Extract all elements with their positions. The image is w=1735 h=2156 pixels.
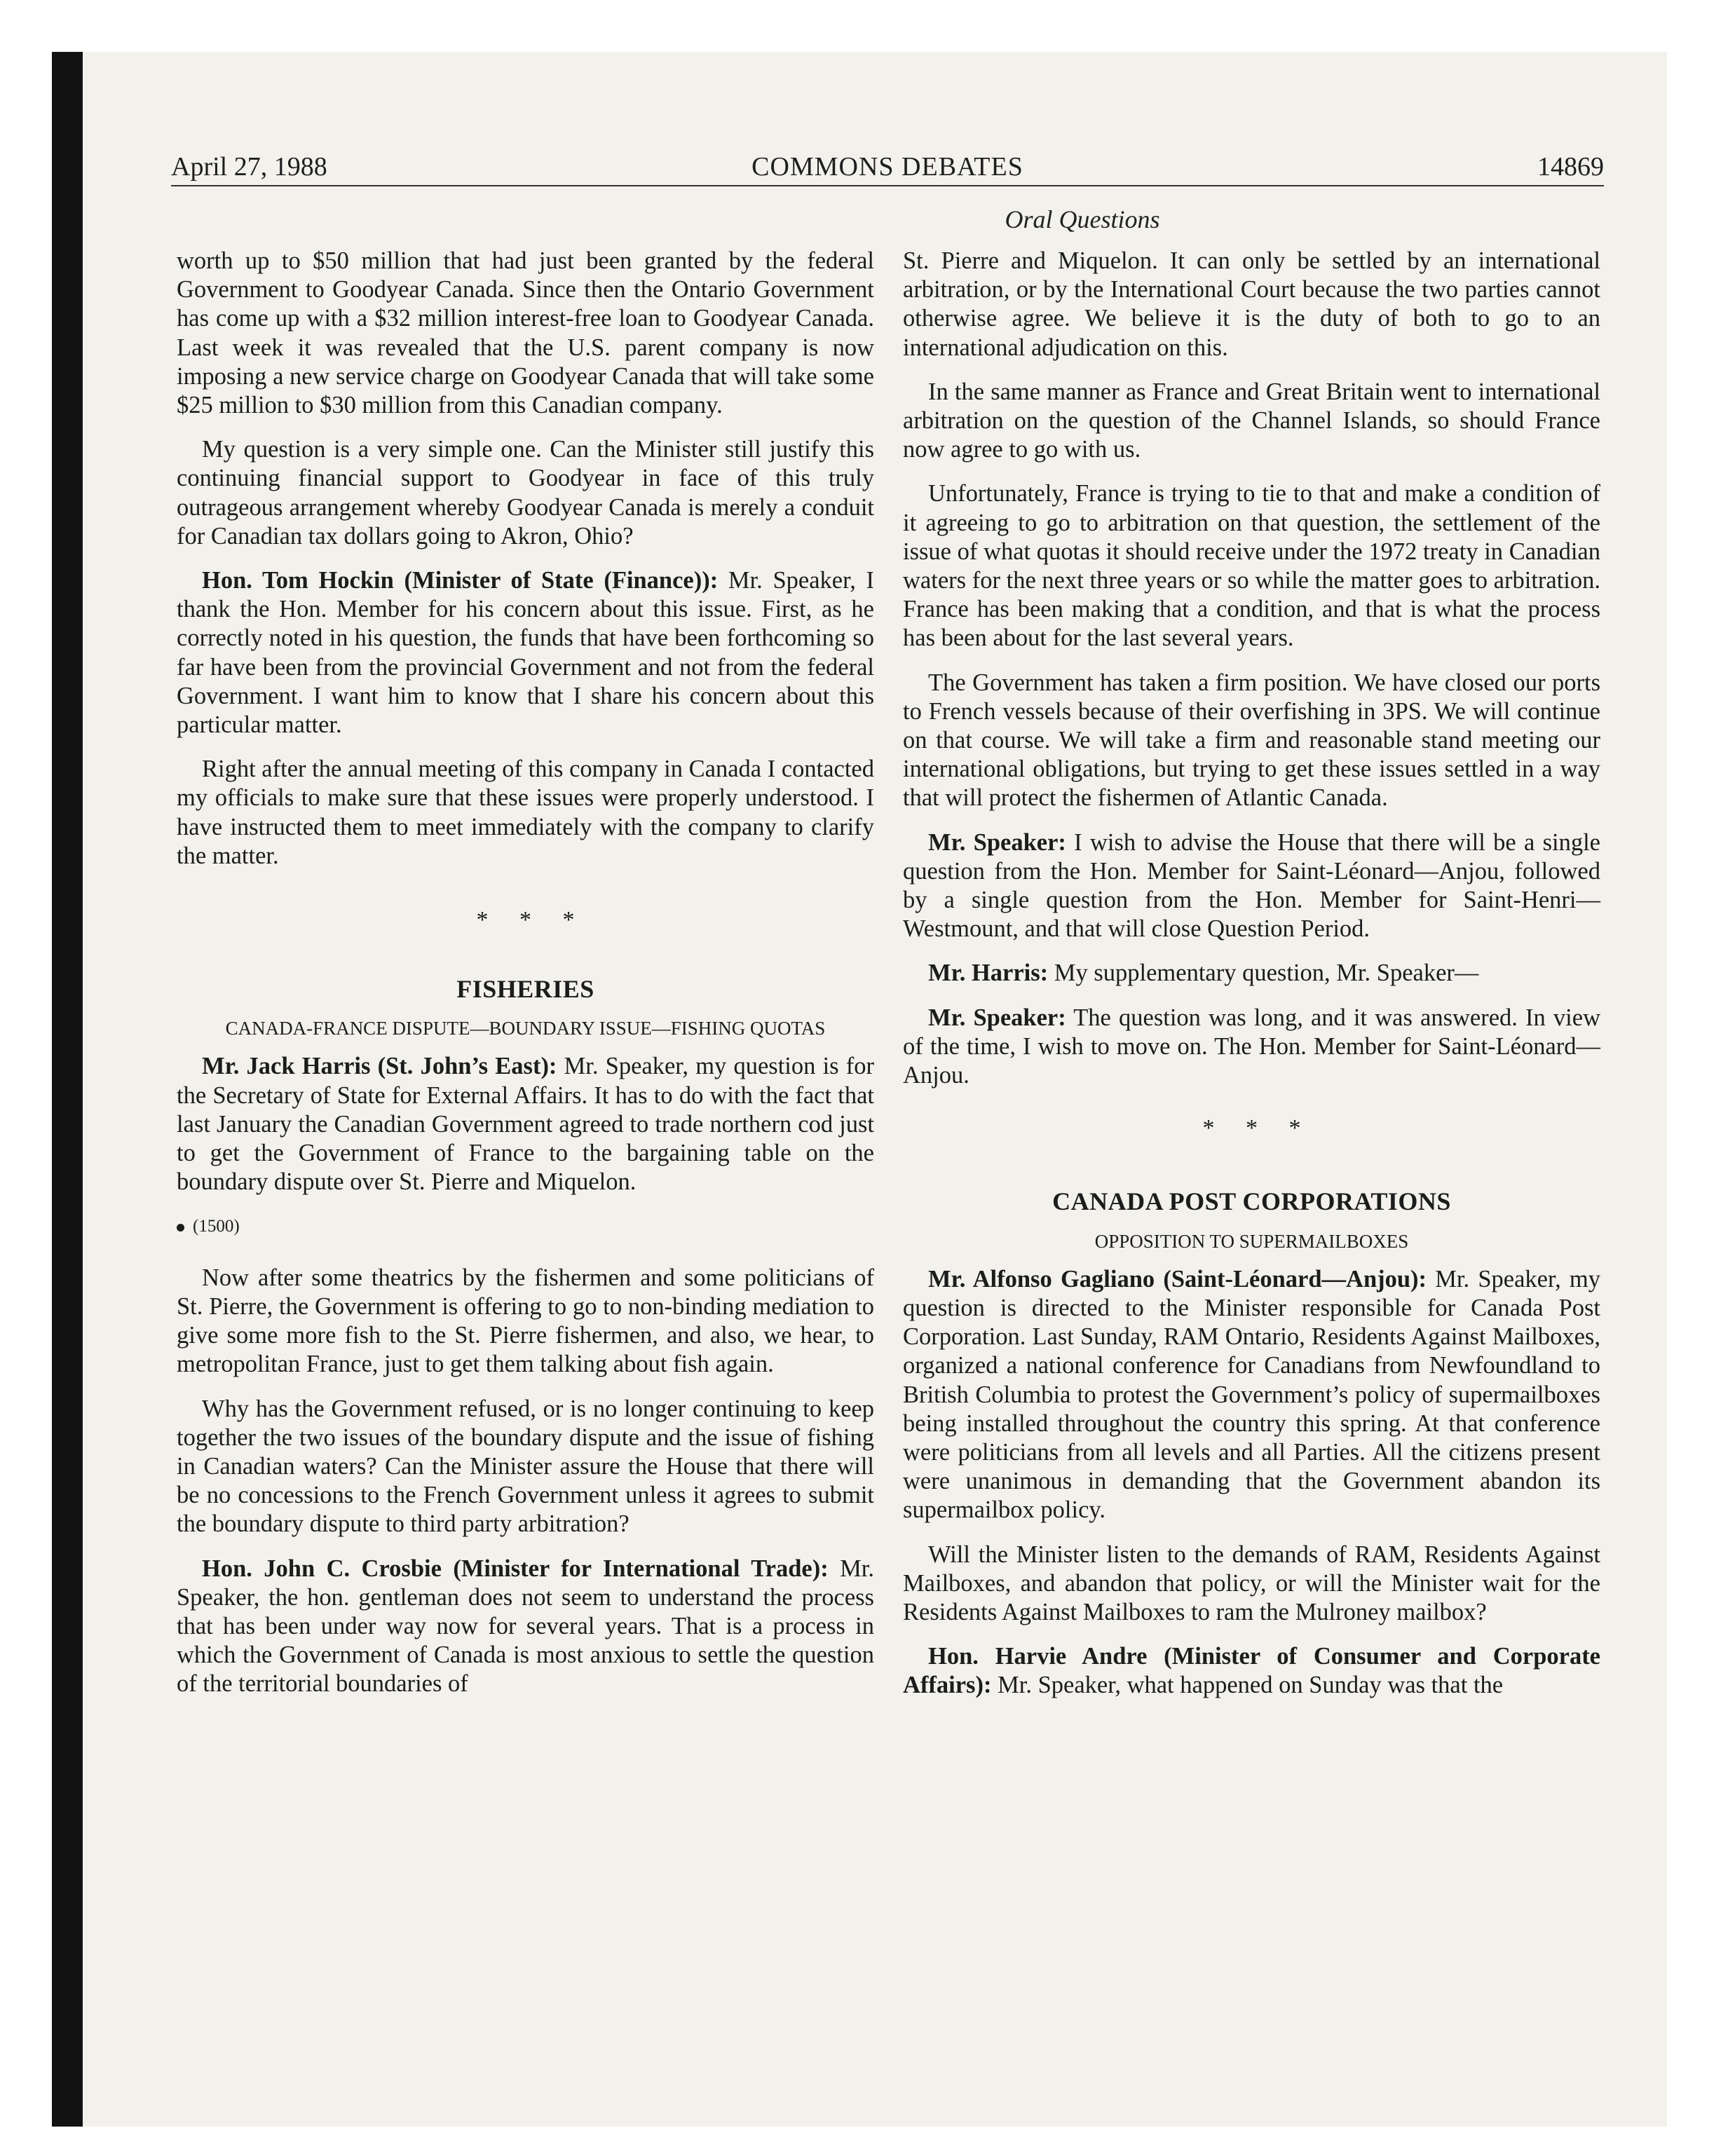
paragraph: St. Pierre and Miquelon. It can only be settled by an international arbitration, or by the International Court because the two parties cannot otherwise agree. We believe it is the duty of both to go to an international adjudication on this. (903, 247, 1600, 361)
paragraph-text: Mr. Speaker, the hon. gentleman does not seem to understand the process that has been under way now for several years. That is a process in which the Government of Canada is most anxious to settle the question of the territorial boundaries of (177, 1555, 875, 1698)
section-divider: * * * (1202, 1115, 1314, 1142)
paragraph-text: Mr. Speaker, my question is for the Secretary of State for External Affairs. It has to do with the fact that last January the Canadian Government agreed to trade northern cod just to get the Government of France to the bargaining table on the boundary dispute over St. Pierre and Miquelon. (177, 1053, 874, 1196)
time-marker-text: (1500) (193, 1217, 240, 1236)
header-page-number: 14869 (1537, 152, 1604, 182)
paragraph (177, 1555, 874, 1699)
paragraph: Unfortunately, France is trying to tie to that and make a condition of it agreeing to go to arbitration on that question, the settlement of the issue of what quotas it should receive under the 1972 treaty in Canadian waters for the next three years or so while the matter goes to arbitration. France has been making that a condition, and that is what the process has been about for the last several years. (903, 480, 1600, 652)
header-date: April 27, 1988 (171, 152, 327, 182)
paragraph: Right after the annual meeting of this company in Canada I contacted my officials to make sure that these issues were properly understood. I have instructed them to meet immediately with the company to clarify the matter. (177, 756, 874, 869)
speaker-name: Mr. Harris: (928, 960, 1049, 987)
header-rule (171, 185, 1604, 186)
speaker-name: Mr. Speaker: (928, 1004, 1066, 1031)
paragraph: Now after some theatrics by the fishermen and some politicians of St. Pierre, the Government is offering to go to non-binding mediation to give some more fish to the St. Pierre fishermen, and also, we hear, to metropolitan France, just to get them talking about fish again. (177, 1264, 874, 1378)
paragraph-text: Mr. Speaker, my question is directed to the Minister responsible for Canada Post Corporation. Last Sunday, RAM Ontario, Residents Against Mailboxes, organized a national conference for Canadians from Newfoundland to British Columbia to protest the Government’s policy of supermailboxes being installed throughout the country this spring. At that conference were politicians from all levels and all Parties. All the citizens present were unanimous in demanding that the Government abandon its supermailbox policy. (903, 1265, 1600, 1524)
section-label: Oral Questions (1005, 205, 1160, 233)
paragraph (903, 1004, 1600, 1091)
paragraph (903, 1265, 1600, 1525)
right-column (903, 247, 1600, 1716)
header-publication-title: COMMONS DEBATES (751, 152, 1023, 182)
speaker-name: Mr. Speaker: (928, 828, 1066, 856)
time-marker (177, 1212, 874, 1241)
scan-edge-bar (52, 52, 83, 2127)
paragraph: Why has the Government refused, or is no longer continuing to keep together the two issues of the boundary dispute and the issue of fishing in Canadian waters? Can the Minister assure the House that there will be no concessions to the French Government unless it agrees to submit the boundary dispute to third party arbitration? (177, 1395, 874, 1538)
paragraph: In the same manner as France and Great Britain went to international arbitration on the question of the Channel Islands, so should France now agree to go with us. (903, 378, 1600, 463)
section-heading: CANADA POST CORPORATIONS (1052, 1187, 1451, 1216)
bullet-dot-icon (177, 1224, 184, 1231)
paragraph (903, 828, 1600, 944)
left-column (177, 247, 874, 1714)
paragraph-text: Mr. Speaker, what happened on Sunday was that the (991, 1672, 1504, 1699)
paragraph-text: Mr. Speaker, I thank the Hon. Member for his concern about this issue. First, as he correctly noted in his question, the funds that have been forthcoming so far have been from the provincial Government and not from the federal Government. I want him to know that I share his concern about this particular matter. (177, 567, 874, 739)
section-heading: FISHERIES (456, 975, 594, 1004)
paragraph-text: My supplementary question, Mr. Speaker— (1048, 960, 1479, 987)
paragraph: The Government has taken a firm position. We have closed our ports to French vessels because of their overfishing in 3PS. We will continue on that course. We will take a firm and reasonable stand meeting our international obligations, but trying to get these issues settled in a way that will protect the fishermen of Atlantic Canada. (903, 669, 1600, 812)
paragraph: worth up to $50 million that had just been granted by the federal Government to Goodyear Canada. Since then the Ontario Government has come up with a $32 million interest-free loan to Goodyear Canada. Last week it was revealed that the U.S. parent company is now imposing a new service charge on Goodyear Canada that will take some $25 million to $30 million from this Canadian company. (177, 247, 874, 419)
speaker-name: Hon. Harvie Andre (Minister of Consumer and Corporate Affairs): (903, 1643, 1600, 1699)
speaker-name: Hon. John C. Crosbie (Minister for International Trade): (202, 1555, 829, 1582)
paragraph (903, 1642, 1600, 1700)
paragraph (903, 959, 1600, 988)
paragraph-text: The question was long, and it was answered. In view of the time, I wish to move on. The Hon. Member for Saint-Léonard—Anjou. (903, 1004, 1600, 1089)
speaker-name: Mr. Jack Harris (St. John’s East): (202, 1053, 557, 1080)
paragraph (177, 566, 874, 739)
section-divider: * * * (476, 907, 587, 934)
page-header (171, 151, 1604, 186)
paragraph (177, 1052, 874, 1196)
section-subheading: OPPOSITION TO SUPERMAILBOXES (1094, 1230, 1409, 1252)
paragraph: Will the Minister listen to the demands of RAM, Residents Against Mailboxes, and abandon that policy, or will the Minister wait for the Residents Against Mailboxes to ram the Mulroney mailbox? (903, 1541, 1600, 1625)
paragraph-text: I wish to advise the House that there will be a single question from the Hon. Member for Saint-Léonard—Anjou, followed by a single question from the Hon. Member for Saint-Henri—Westmount, and that will close Question Period. (903, 828, 1600, 943)
speaker-name: Hon. Tom Hockin (Minister of State (Finance)): (202, 567, 719, 594)
speaker-name: Mr. Alfonso Gagliano (Saint-Léonard—Anjou): (928, 1265, 1427, 1292)
paragraph: My question is a very simple one. Can the Minister still justify this continuing financial support to Goodyear in face of this truly outrageous arrangement whereby Goodyear Canada is merely a conduit for Canadian tax dollars going to Akron, Ohio? (177, 436, 874, 550)
section-subheading: CANADA-FRANCE DISPUTE—BOUNDARY ISSUE—FISHING QUOTAS (225, 1018, 826, 1039)
